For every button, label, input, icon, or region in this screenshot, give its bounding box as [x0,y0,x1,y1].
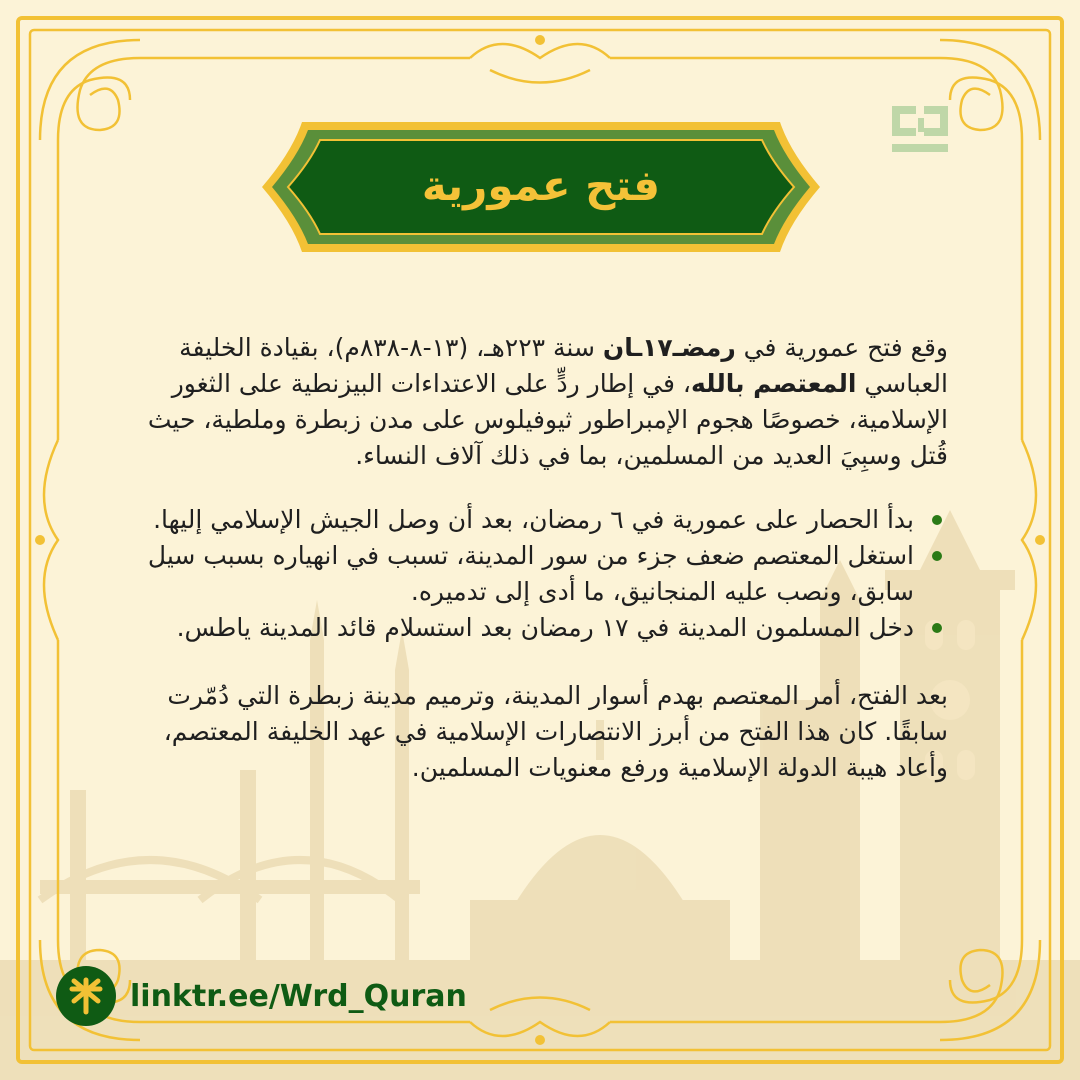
article-body [128,330,948,786]
intro-text-3: ، في إطار ردٍّ على الاعتداءات البيزنطية على الثغور الإسلامية، خصوصًا هجوم الإمبراطور ثيوفيلوس على مدن زبطرة وملطية، حيث قُتل وسبِيَ العديد من المسلمين، بما في ذلك آلاف النساء. [147,369,948,470]
list-item [128,502,948,538]
list-item [128,538,948,610]
bullet-dot-icon [932,515,942,525]
page-title: فتح عمورية [421,161,661,210]
list-item-text: دخل المسلمون المدينة في ١٧ رمضان بعد استسلام قائد المدينة ياطس. [176,613,914,642]
link-text[interactable]: linktr.ee/Wrd_Quran [130,978,467,1014]
bullet-dot-icon [932,551,942,561]
closing-paragraph: بعد الفتح، أمر المعتصم بهدم أسوار المدينة، وترميم مدينة زبطرة التي دُمّرت سابقًا. كان هذا الفتح من أبرز الانتصارات الإسلامية في عهد الخليفة المعتصم، وأعاد هيبة الدولة الإسلامية ورفع معنويات المسلمين. [163,681,948,782]
bullet-dot-icon [932,623,942,633]
list-item [128,610,948,646]
intro-text-2: سنة ٢٢٣هـ، (١٣-٨-٨٣٨م)، بقيادة الخليفة العباسي [179,333,948,398]
intro-text-1: وقع فتح عمورية في [735,333,948,362]
list-item-text: استغل المعتصم ضعف جزء من سور المدينة، تسبب في انهياره بسبب سيل سابق، ونصب عليه المنجانيق، ما أدى إلى تدميره. [147,541,914,606]
intro-date-bold: رمضـ١٧ـان [602,333,736,362]
linktree-icon [56,966,116,1026]
wrd-logo-icon [892,106,948,156]
event-list [128,502,948,646]
intro-paragraph [128,330,948,474]
intro-caliph-bold: المعتصم بالله [690,369,857,398]
linktree-link[interactable] [56,966,467,1026]
list-item-text: بدأ الحصار على عمورية في ٦ رمضان، بعد أن وصل الجيش الإسلامي إليها. [153,505,914,534]
